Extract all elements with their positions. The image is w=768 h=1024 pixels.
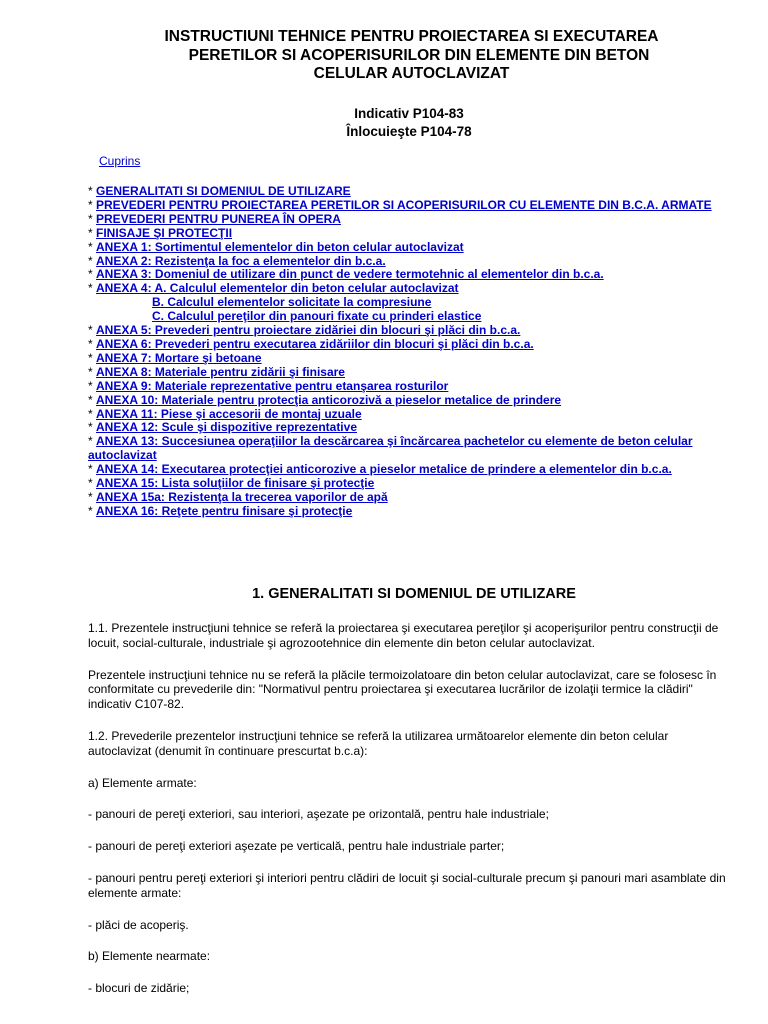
toc-item <box>88 394 738 408</box>
paragraph: 1.1. Prezentele instrucţiuni tehnice se referă la proiectarea şi executarea pereţilor şi acoperişurilor pentru construcţii de locuit, social-culturale, industriale şi agrozootehnice din elemente din beton celular autoclavizat. <box>88 621 719 650</box>
paragraph: a) Elemente armate: <box>88 775 197 790</box>
toc-link[interactable]: ANEXA 3: Domeniul de utilizare din punct de vedere termotehnic al elementelor din b.c.a. <box>96 267 604 282</box>
toc-item <box>88 352 738 366</box>
toc-bullet: * <box>88 378 97 393</box>
toc-link[interactable]: ANEXA 11: Piese şi accesorii de montaj uzuale <box>96 406 362 421</box>
toc-item <box>88 421 738 435</box>
title-line-2: PERETILOR SI ACOPERISURILOR DIN ELEMENTE DIN BETON <box>188 46 650 64</box>
toc-bullet: * <box>88 323 97 338</box>
toc-link[interactable]: ANEXA 9: Materiale reprezentative pentru etanşarea rosturilor <box>96 378 449 393</box>
toc-bullet: * <box>88 476 97 491</box>
toc-bullet: * <box>88 434 97 449</box>
toc-item <box>88 241 738 255</box>
toc-bullet: * <box>88 392 97 407</box>
paragraph: - plăci de acoperiş. <box>88 917 189 932</box>
toc-link[interactable]: ANEXA 2: Rezistenţa la foc a elementelor din b.c.a. <box>96 253 386 268</box>
toc-link[interactable]: ANEXA 12: Scule şi dispozitive reprezentative <box>96 420 357 435</box>
toc-subitem <box>88 310 738 324</box>
toc-bullet: * <box>88 281 97 296</box>
toc-link[interactable]: ANEXA 8: Materiale pentru zidării şi finisare <box>96 364 345 379</box>
section-heading <box>0 585 768 603</box>
cuprins-link-container <box>99 154 140 169</box>
paragraph: - blocuri de zidărie; <box>88 981 190 996</box>
toc-link[interactable]: B. Calculul elementelor solicitate la compresiune <box>152 295 432 310</box>
toc-item <box>88 227 738 241</box>
toc-bullet: * <box>88 350 97 365</box>
toc-link[interactable]: FINISAJE ŞI PROTECŢII <box>96 225 233 240</box>
toc-item <box>88 324 738 338</box>
toc-item <box>88 408 738 422</box>
toc-bullet: * <box>88 406 97 421</box>
toc-link[interactable]: ANEXA 5: Prevederi pentru proiectare zidăriei din blocuri şi plăci din b.c.a. <box>96 323 521 338</box>
toc-bullet: * <box>88 267 97 282</box>
toc-link[interactable]: ANEXA 7: Mortare şi betoane <box>96 350 262 365</box>
toc-bullet: * <box>88 225 97 240</box>
toc-item <box>88 282 738 296</box>
table-of-contents <box>88 185 738 519</box>
indicativ-code: Indicativ P104-83 <box>354 106 464 121</box>
paragraph: 1.2. Prevederile prezentelor instrucţiuni tehnice se referă la utilizarea următoarelor elemente din beton celular autoclavizat (denumit în continuare prescurtat b.c.a): <box>88 728 669 758</box>
title-line-1: INSTRUCTIUNI TEHNICE PENTRU PROIECTAREA SI EXECUTAREA <box>164 28 659 45</box>
toc-bullet: * <box>88 239 97 254</box>
toc-bullet: * <box>88 364 97 379</box>
toc-link[interactable]: ANEXA 15a: Rezistenţa la trecerea vaporilor de apă <box>96 489 388 504</box>
toc-link[interactable]: C. Calculul pereţilor din panouri fixate cu prinderi elastice <box>152 309 482 324</box>
toc-item <box>88 463 738 477</box>
toc-item <box>88 505 738 519</box>
toc-link[interactable]: GENERALITATI SI DOMENIUL DE UTILIZARE <box>96 184 351 198</box>
cuprins-link[interactable]: Cuprins <box>99 154 141 168</box>
toc-link[interactable]: ANEXA 13: Succesiunea operaţiilor la descărcarea şi încărcarea pachetelor cu elemente de beton celular autoclavizat <box>88 434 693 463</box>
document-indicativ <box>0 105 768 141</box>
toc-item <box>88 268 738 282</box>
toc-item <box>88 185 738 199</box>
toc-item <box>88 199 738 213</box>
toc-bullet: * <box>88 197 97 212</box>
toc-link[interactable]: ANEXA 16: Reţete pentru finisare şi protecţie <box>96 503 353 518</box>
toc-link[interactable]: ANEXA 6: Prevederi pentru executarea zidăriilor din blocuri şi plăci din b.c.a. <box>96 336 534 351</box>
title-line-3: CELULAR AUTOCLAVIZAT <box>313 65 510 82</box>
toc-item <box>88 338 738 352</box>
toc-bullet: * <box>88 503 97 518</box>
toc-bullet: * <box>88 336 97 351</box>
toc-item <box>88 435 738 463</box>
toc-link[interactable]: PREVEDERI PENTRU PROIECTAREA PERETILOR SI ACOPERISURILOR CU ELEMENTE DIN B.C.A. ARMATE <box>96 197 712 212</box>
toc-item <box>88 380 738 394</box>
toc-subitem <box>88 296 738 310</box>
paragraph: - panouri de pereţi exteriori, sau interiori, aşezate pe orizontală, pentru hale industriale; <box>88 807 549 822</box>
toc-bullet: * <box>88 489 97 504</box>
toc-link[interactable]: ANEXA 15: Lista soluţiilor de finisare şi protecţie <box>96 476 375 491</box>
toc-item <box>88 477 738 491</box>
toc-link[interactable]: ANEXA 14: Executarea protecţiei anticorozive a pieselor metalice de prindere a elementelor din b.c.a. <box>96 462 672 477</box>
section-1-body <box>88 621 728 1013</box>
toc-link[interactable]: ANEXA 4: A. Calculul elementelor din beton celular autoclavizat <box>96 281 459 296</box>
toc-item <box>88 255 738 269</box>
toc-item <box>88 491 738 505</box>
toc-link[interactable]: ANEXA 1: Sortimentul elementelor din beton celular autoclavizat <box>96 239 464 254</box>
toc-item <box>88 366 738 380</box>
toc-link[interactable]: ANEXA 10: Materiale pentru protecţia anticorozivă a pieselor metalice de prindere <box>96 392 562 407</box>
document-title <box>0 28 768 84</box>
toc-bullet: * <box>88 211 97 226</box>
toc-bullet: * <box>88 462 97 477</box>
toc-link[interactable]: PREVEDERI PENTRU PUNEREA ÎN OPERA <box>96 211 341 226</box>
section-1-heading: 1. GENERALITATI SI DOMENIUL DE UTILIZARE <box>252 586 576 602</box>
paragraph: b) Elemente nearmate: <box>88 949 211 964</box>
toc-bullet: * <box>88 184 97 198</box>
toc-item <box>88 213 738 227</box>
toc-bullet: * <box>88 253 97 268</box>
paragraph: - panouri de pereţi exteriori aşezate pe verticală, pentru hale industriale parter; <box>88 839 505 854</box>
replaces-code: Înlocuieşte P104-78 <box>346 124 472 139</box>
toc-bullet: * <box>88 420 97 435</box>
paragraph: - panouri pentru pereţi exteriori şi interiori pentru clădiri de locuit şi social-culturale precum şi panouri mari asamblate din elemente armate: <box>88 870 726 900</box>
paragraph: Prezentele instrucţiuni tehnice nu se referă la plăcile termoizolatoare din beton celular autoclavizat, care se folosesc în conformitate cu prevederile din: "Normativul pentru proiectarea şi executarea lucrărilor de izolaţii termice la clădiri" indicativ C107-82. <box>88 667 717 712</box>
